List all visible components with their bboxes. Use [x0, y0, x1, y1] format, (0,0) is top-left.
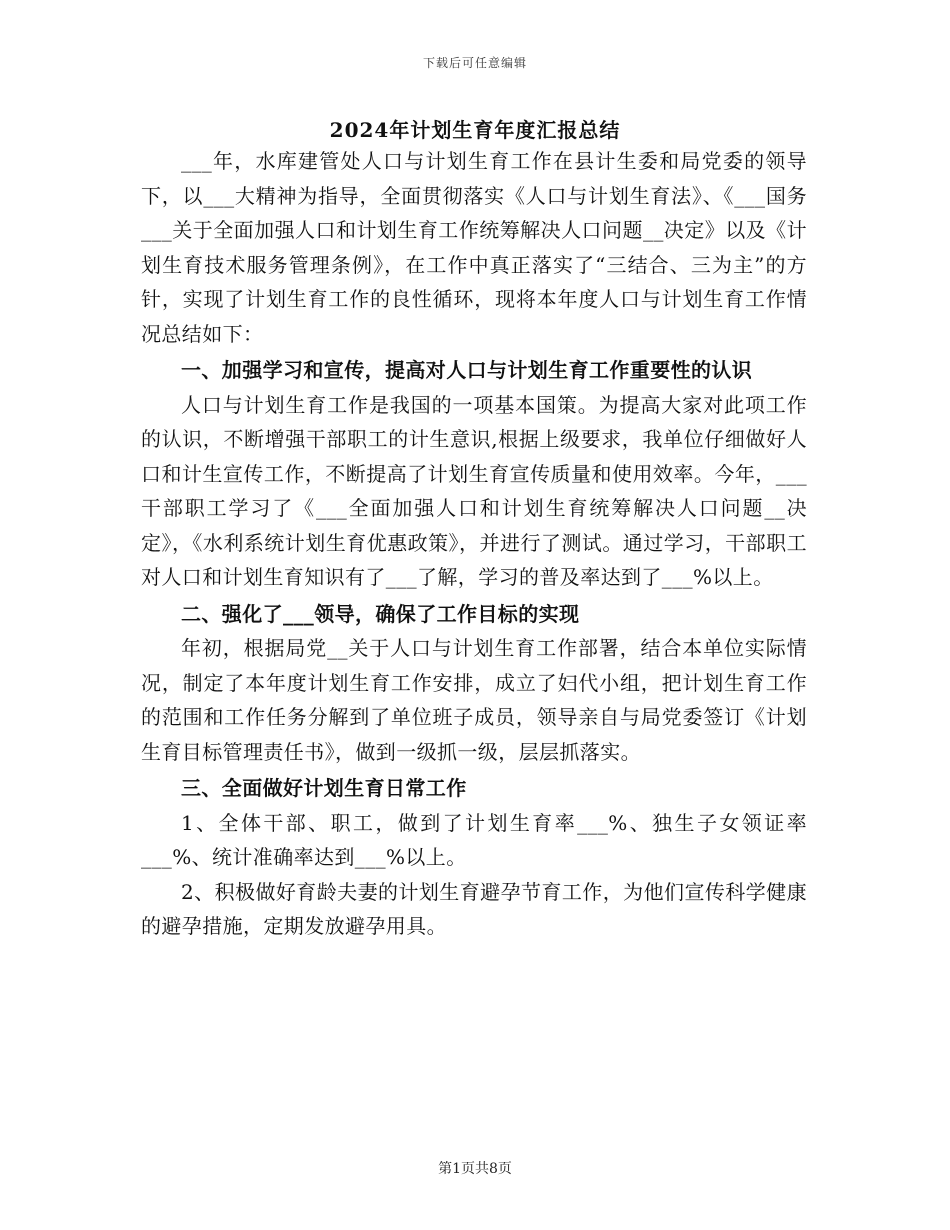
document-title: 2024年计划生育年度汇报总结: [329, 118, 621, 142]
section-paragraph-2: 年初，根据局党__关于人口与计划生育工作部署，结合本单位实际情况，制定了本年度计划生育工作安排，成立了妇代小组，把计划生育工作的范围和工作任务分解到了单位班子成员，领导亲自与局党委签订《计划生育目标管理责任书》，做到一级抓一级，层层抓落实。: [141, 636, 807, 764]
header-note: 下载后可任意编辑: [422, 56, 527, 70]
section-heading-2: 二、强化了___领导，确保了工作目标的实现: [181, 601, 580, 626]
section-heading-3: 三、全面做好计划生育日常工作: [181, 776, 467, 800]
intro-paragraph: ___年，水库建管处人口与计划生育工作在县计生委和局党委的领导下，以___大精神为指导，全面贯彻落实《人口与计划生育法》、《___国务___关于全面加强人口和计划生育工作统筹解决人口问题__决定》以及《计划生育技术服务管理条例》，在工作中真正落实了“三结合、三为主”的方针，实现了计划生育工作的良性循环，现将本年度人口与计划生育工作情况总结如下：: [141, 149, 807, 346]
page-number: 第1页共8页: [438, 1161, 512, 1177]
list-item-1: 1、全体干部、职工，做到了计划生育率___%、独生子女领证率___%、统计准确率达到___%以上。: [141, 810, 807, 869]
section-heading-1: 一、加强学习和宣传，提高对人口与计划生育工作重要性的认识: [181, 358, 753, 382]
section-paragraph-1: 人口与计划生育工作是我国的一项基本国策。为提高大家对此项工作的认识，不断增强干部职工的计生意识,根据上级要求，我单位仔细做好人口和计生宣传工作，不断提高了计划生育宣传质量和使用效率。今年，___干部职工学习了《___全面加强人口和计划生育统筹解决人口问题__决定》，《水利系统计划生育优惠政策》，并进行了测试。通过学习，干部职工对人口和计划生育知识有了___了解，学习的普及率达到了___%以上。: [141, 392, 807, 589]
document-body: [141, 144, 807, 944]
list-item-2: 2、积极做好育龄夫妻的计划生育避孕节育工作，为他们宣传科学健康的避孕措施，定期发放避孕用具。: [141, 879, 807, 938]
